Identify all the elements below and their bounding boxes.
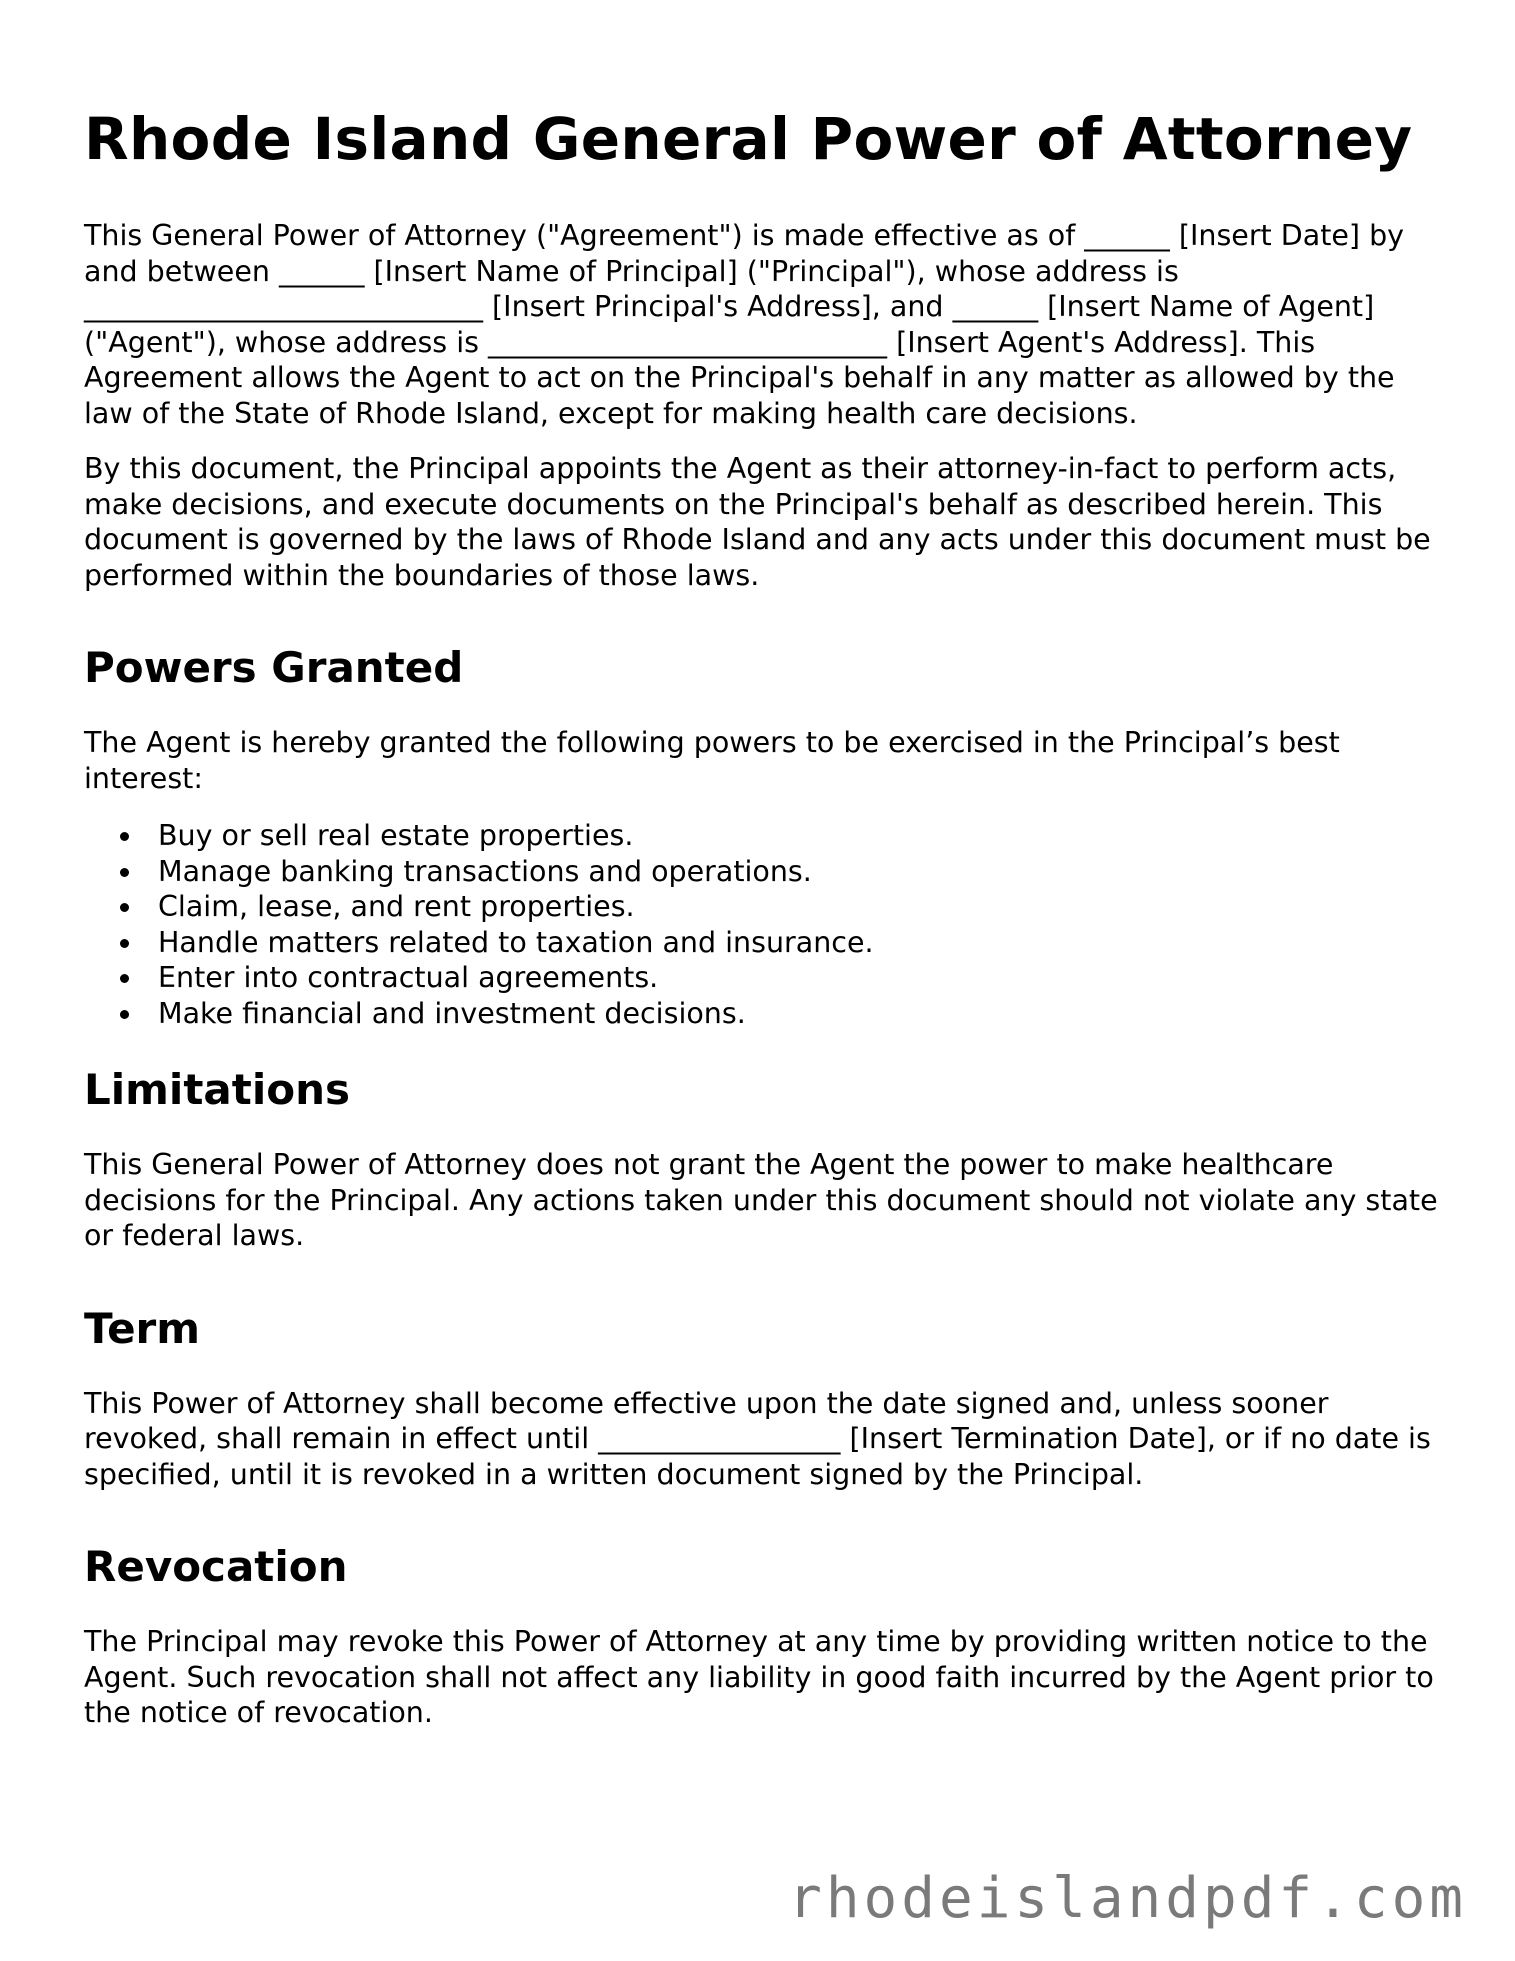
bullet-icon bbox=[120, 1010, 129, 1019]
section-heading-revocation: Revocation bbox=[84, 1542, 348, 1591]
list-item bbox=[120, 818, 1444, 854]
section-heading-term: Term bbox=[84, 1303, 201, 1353]
bullet-icon bbox=[120, 974, 129, 983]
document-title: Rhode Island General Power of Attorney bbox=[84, 105, 1413, 173]
bullet-icon bbox=[120, 832, 129, 841]
list-item bbox=[120, 996, 1444, 1032]
revocation-paragraph: The Principal may revoke this Power of Attorney at any time by providing written notice to the Agent. Such revocation shall not affect any liability in good faith incurred by the Agent prior to the notice of revocation. bbox=[84, 1625, 1434, 1729]
powers-paragraph: The Agent is hereby granted the following powers to be exercised in the Principal’s best interest: bbox=[84, 726, 1340, 795]
list-item-text: Make financial and investment decisions. bbox=[158, 996, 746, 1030]
document-page bbox=[84, 104, 1444, 1751]
list-item bbox=[120, 925, 1444, 961]
bullet-icon bbox=[120, 868, 129, 877]
bullet-icon bbox=[120, 939, 129, 948]
section-heading-powers: Powers Granted bbox=[84, 643, 464, 692]
list-item-text: Claim, lease, and rent properties. bbox=[158, 890, 635, 923]
intro-paragraph: By this document, the Principal appoints the Agent as their attorney-in-fact to perform acts, make decisions, and execute documents on the Principal's behalf as described herein. This document is governed by the laws of Rhode Island and any acts under this document must be performed within the boundaries of those laws. bbox=[84, 452, 1431, 592]
bullet-icon bbox=[120, 903, 129, 912]
section-heading-limitations: Limitations bbox=[84, 1065, 350, 1114]
list-item-text: Handle matters related to taxation and insurance. bbox=[158, 925, 874, 959]
term-paragraph: This Power of Attorney shall become effective upon the date signed and, unless sooner revoked, shall remain in effect until _________________ [Insert Termination Date], or if no date is specified, until it is revoked in a written document signed by the Principal. bbox=[84, 1386, 1431, 1491]
limitations-paragraph: This General Power of Attorney does not grant the Agent the power to make healthcare decisions for the Principal. Any actions taken under this document should not violate any state or federal laws. bbox=[84, 1148, 1438, 1252]
list-item bbox=[120, 960, 1444, 996]
intro-paragraph: This General Power of Attorney ("Agreement") is made effective as of ______ [Insert Date] by and between ______ [Insert Name of Principal] ("Principal"), whose address is ____________________________ [Insert Principal's Address], and ______ [Insert Name of Agent] ("Agent"), whose address is ____________________________ [Insert Agent's Address]. This Agreement allows the Agent to act on the Principal's behalf in any matter as allowed by the law of the State of Rhode Island, except for making health care decisions. bbox=[84, 219, 1405, 430]
list-item-text: Manage banking transactions and operations. bbox=[158, 854, 812, 888]
list-item bbox=[120, 854, 1444, 890]
list-item-text: Buy or sell real estate properties. bbox=[158, 819, 634, 852]
powers-list bbox=[84, 818, 1444, 1031]
list-item bbox=[120, 889, 1444, 925]
watermark: rhodeislandpdf.com bbox=[788, 1866, 1467, 1931]
list-item-text: Enter into contractual agreements. bbox=[158, 961, 659, 994]
